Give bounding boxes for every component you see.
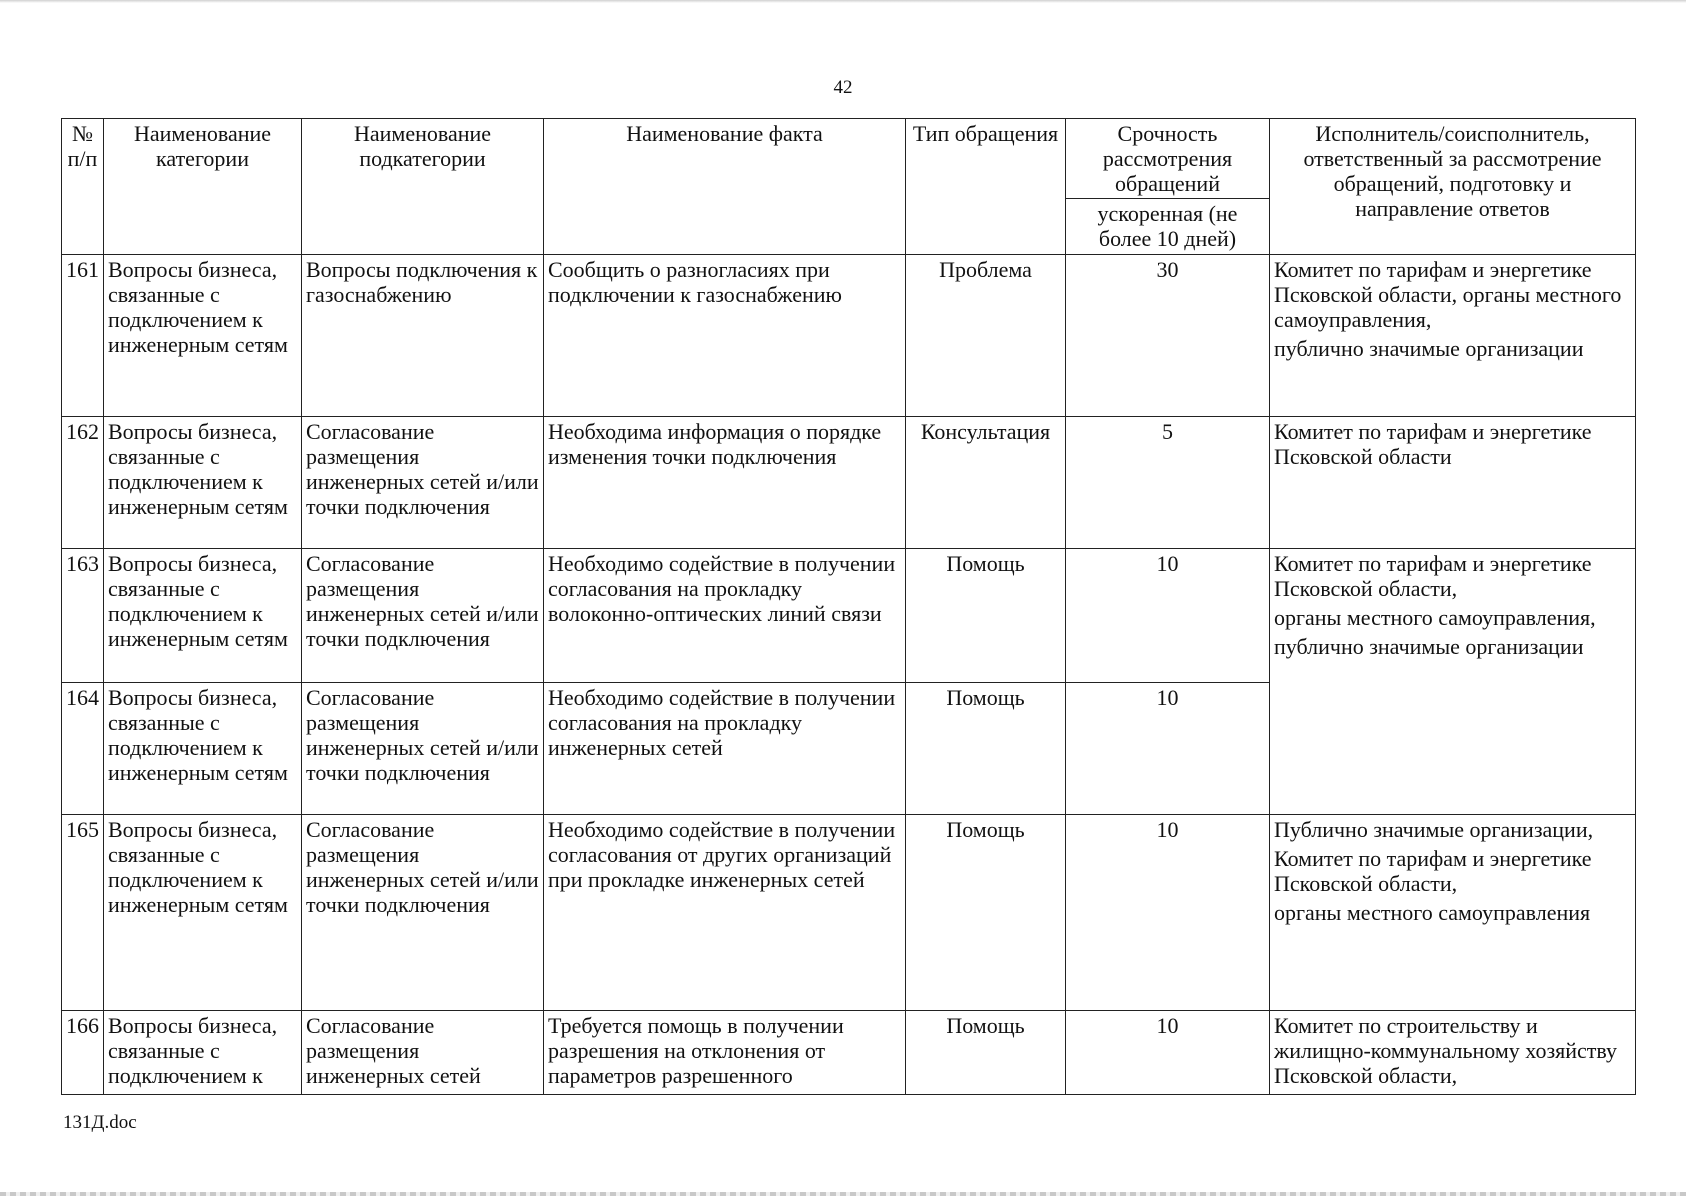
- executor-line: Комитет по тарифам и энергетике Псковской области,: [1274, 551, 1592, 601]
- row-category: Вопросы бизнеса, связанные с подключением к инженерным сетям: [104, 815, 302, 1011]
- row-executor: [1270, 1011, 1636, 1095]
- header-row-1: [62, 119, 1636, 199]
- row-urgency: 10: [1066, 549, 1270, 683]
- row-fact: Необходима информация о порядке изменения точки подключения: [544, 417, 906, 549]
- table-row: [62, 815, 1636, 1011]
- scan-edge-bottom: [0, 1192, 1686, 1196]
- row-subcategory: Согласование размещения инженерных сетей и/или точки подключения: [302, 417, 544, 549]
- executor-line: органы местного самоуправления: [1274, 900, 1591, 925]
- executor-line: органы местного самоуправления,: [1274, 605, 1596, 630]
- row-category: Вопросы бизнеса, связанные с подключением к: [104, 1011, 302, 1095]
- row-fact: Сообщить о разногласиях при подключении к газоснабжению: [544, 255, 906, 417]
- row-executor: [1270, 417, 1636, 549]
- row-type: Помощь: [906, 549, 1066, 683]
- row-fact: Необходимо содействие в получении согласования на прокладку инженерных сетей: [544, 683, 906, 815]
- header-num: № п/п: [62, 119, 104, 255]
- row-fact: Необходимо содействие в получении согласования от других организаций при прокладке инженерных сетей: [544, 815, 906, 1011]
- row-num: 161: [62, 255, 104, 417]
- appeals-table: [61, 118, 1636, 1095]
- header-executor: Исполнитель/соисполнитель, ответственный за рассмотрение обращений, подготовку и направление ответов: [1270, 119, 1636, 255]
- row-subcategory: Согласование размещения инженерных сетей и/или точки подключения: [302, 815, 544, 1011]
- row-subcategory: Согласование размещения инженерных сетей и/или точки подключения: [302, 683, 544, 815]
- executor-line: Публично значимые организации,: [1274, 817, 1594, 842]
- table-row: [62, 549, 1636, 683]
- row-category: Вопросы бизнеса, связанные с подключением к инженерным сетям: [104, 417, 302, 549]
- row-category: Вопросы бизнеса, связанные с подключением к инженерным сетям: [104, 683, 302, 815]
- header-fact: Наименование факта: [544, 119, 906, 255]
- row-type: Проблема: [906, 255, 1066, 417]
- row-urgency: 10: [1066, 1011, 1270, 1095]
- row-urgency: 10: [1066, 683, 1270, 815]
- row-num: 164: [62, 683, 104, 815]
- header-category: Наименование категории: [104, 119, 302, 255]
- row-executor: [1270, 255, 1636, 417]
- footer-filename: 131Д.doc: [63, 1112, 137, 1133]
- row-urgency: 30: [1066, 255, 1270, 417]
- row-type: Консультация: [906, 417, 1066, 549]
- executor-line: Комитет по тарифам и энергетике Псковской области, органы местного самоуправления,: [1274, 257, 1622, 332]
- row-type: Помощь: [906, 815, 1066, 1011]
- row-urgency: 5: [1066, 417, 1270, 549]
- row-type: Помощь: [906, 683, 1066, 815]
- row-category: Вопросы бизнеса, связанные с подключением к инженерным сетям: [104, 255, 302, 417]
- row-num: 166: [62, 1011, 104, 1095]
- header-urgency: Срочность рассмотрения обращений: [1066, 119, 1270, 199]
- row-num: 163: [62, 549, 104, 683]
- executor-line: Комитет по строительству и жилищно-коммунальному хозяйству Псковской области,: [1274, 1013, 1618, 1088]
- row-subcategory: Согласование размещения инженерных сетей и/или точки подключения: [302, 549, 544, 683]
- row-num: 162: [62, 417, 104, 549]
- scan-edge-top: [0, 0, 1686, 3]
- row-type: Помощь: [906, 1011, 1066, 1095]
- row-executor-merged: [1270, 549, 1636, 815]
- row-subcategory: Вопросы подключения к газоснабжению: [302, 255, 544, 417]
- header-type: Тип обращения: [906, 119, 1066, 255]
- row-urgency: 10: [1066, 815, 1270, 1011]
- table-row: [62, 417, 1636, 549]
- header-urgency-sub: ускоренная (не более 10 дней): [1066, 199, 1270, 255]
- row-num: 165: [62, 815, 104, 1011]
- executor-line: Комитет по тарифам и энергетике Псковской области: [1274, 419, 1592, 469]
- row-category: Вопросы бизнеса, связанные с подключением к инженерным сетям: [104, 549, 302, 683]
- row-subcategory: Согласование размещения инженерных сетей: [302, 1011, 544, 1095]
- executor-line: публично значимые организации: [1274, 336, 1584, 361]
- executor-line: Комитет по тарифам и энергетике Псковской области,: [1274, 846, 1592, 896]
- table-row: [62, 255, 1636, 417]
- executor-line: публично значимые организации: [1274, 634, 1584, 659]
- header-subcategory: Наименование подкатегории: [302, 119, 544, 255]
- row-fact: Требуется помощь в получении разрешения на отклонения от параметров разрешенного: [544, 1011, 906, 1095]
- page-number: 42: [833, 77, 853, 98]
- row-executor: [1270, 815, 1636, 1011]
- row-fact: Необходимо содействие в получении согласования на прокладку волоконно-оптических линий связи: [544, 549, 906, 683]
- table-row: [62, 1011, 1636, 1095]
